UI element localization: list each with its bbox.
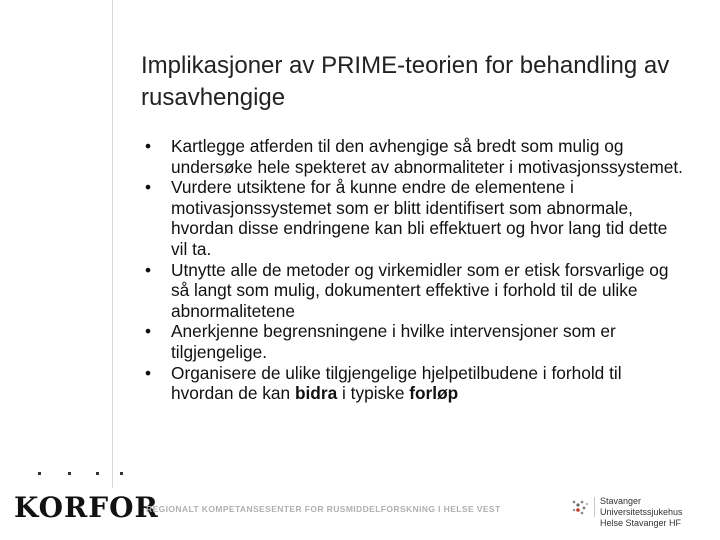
hospital-name-line1: Stavanger Universitetssjukehus xyxy=(600,496,683,517)
bullet-icon: • xyxy=(144,259,152,280)
bullet-item xyxy=(141,177,686,259)
korfor-logo: KORFOR xyxy=(14,491,159,524)
bullet-icon: • xyxy=(144,177,152,198)
bullet-text: Vurdere utsiktene for å kunne endre de elementene i motivasjonssystemet som er blitt identifisert som abnormale, hvordan disse endringene kan bli effektuert og hvor lang tid dette vil ta. xyxy=(171,177,668,259)
left-divider xyxy=(112,0,113,488)
dot-icon xyxy=(120,472,123,475)
hospital-logo-icon xyxy=(570,496,592,518)
slide-title: Implikasjoner av PRIME-teorien for behandling av rusavhengige xyxy=(141,52,670,111)
bullet-text: Anerkjenne begrensningene i hvilke intervensjoner som er tilgjengelige. xyxy=(171,321,616,362)
hospital-divider xyxy=(594,497,595,517)
bullet-icon: • xyxy=(144,362,152,383)
bullet-text: Kartlegge atferden til den avhengige så bredt som mulig og undersøke hele spekteret av abnormaliteter i motivasjonssystemet. xyxy=(171,136,683,177)
bullet-icon: • xyxy=(144,321,152,342)
bullet-item xyxy=(141,260,686,322)
bullet-text xyxy=(171,363,622,404)
bullet-item xyxy=(141,136,686,177)
organization-name: REGIONALT KOMPETANSESENTER FOR RUSMIDDELFORSKNING I HELSE VEST xyxy=(146,504,501,514)
decorative-dots xyxy=(30,472,130,478)
hospital-name xyxy=(600,496,720,529)
footer xyxy=(0,488,720,528)
bullet-item xyxy=(141,321,686,362)
dot-icon xyxy=(38,472,41,475)
bullet-text-part: i typiske xyxy=(337,383,410,404)
bullet-item xyxy=(141,363,686,404)
bullet-text-bold: forløp xyxy=(409,383,459,404)
bullet-text-bold: bidra xyxy=(294,383,338,404)
bullet-text: Utnytte alle de metoder og virkemidler som er etisk forsvarlige og så langt som mulig, dokumentert effektive i forhold til de ulike abnormalitetene xyxy=(171,259,669,321)
dot-icon xyxy=(96,472,99,475)
bullet-icon: • xyxy=(144,136,152,156)
bullet-list xyxy=(141,136,686,404)
dot-icon xyxy=(68,472,71,475)
hospital-name-line2: Helse Stavanger HF xyxy=(600,518,682,528)
bullet-text-part: Organisere de ulike tilgjengelige hjelpetilbudene i forhold til hvordan de kan xyxy=(171,362,622,404)
